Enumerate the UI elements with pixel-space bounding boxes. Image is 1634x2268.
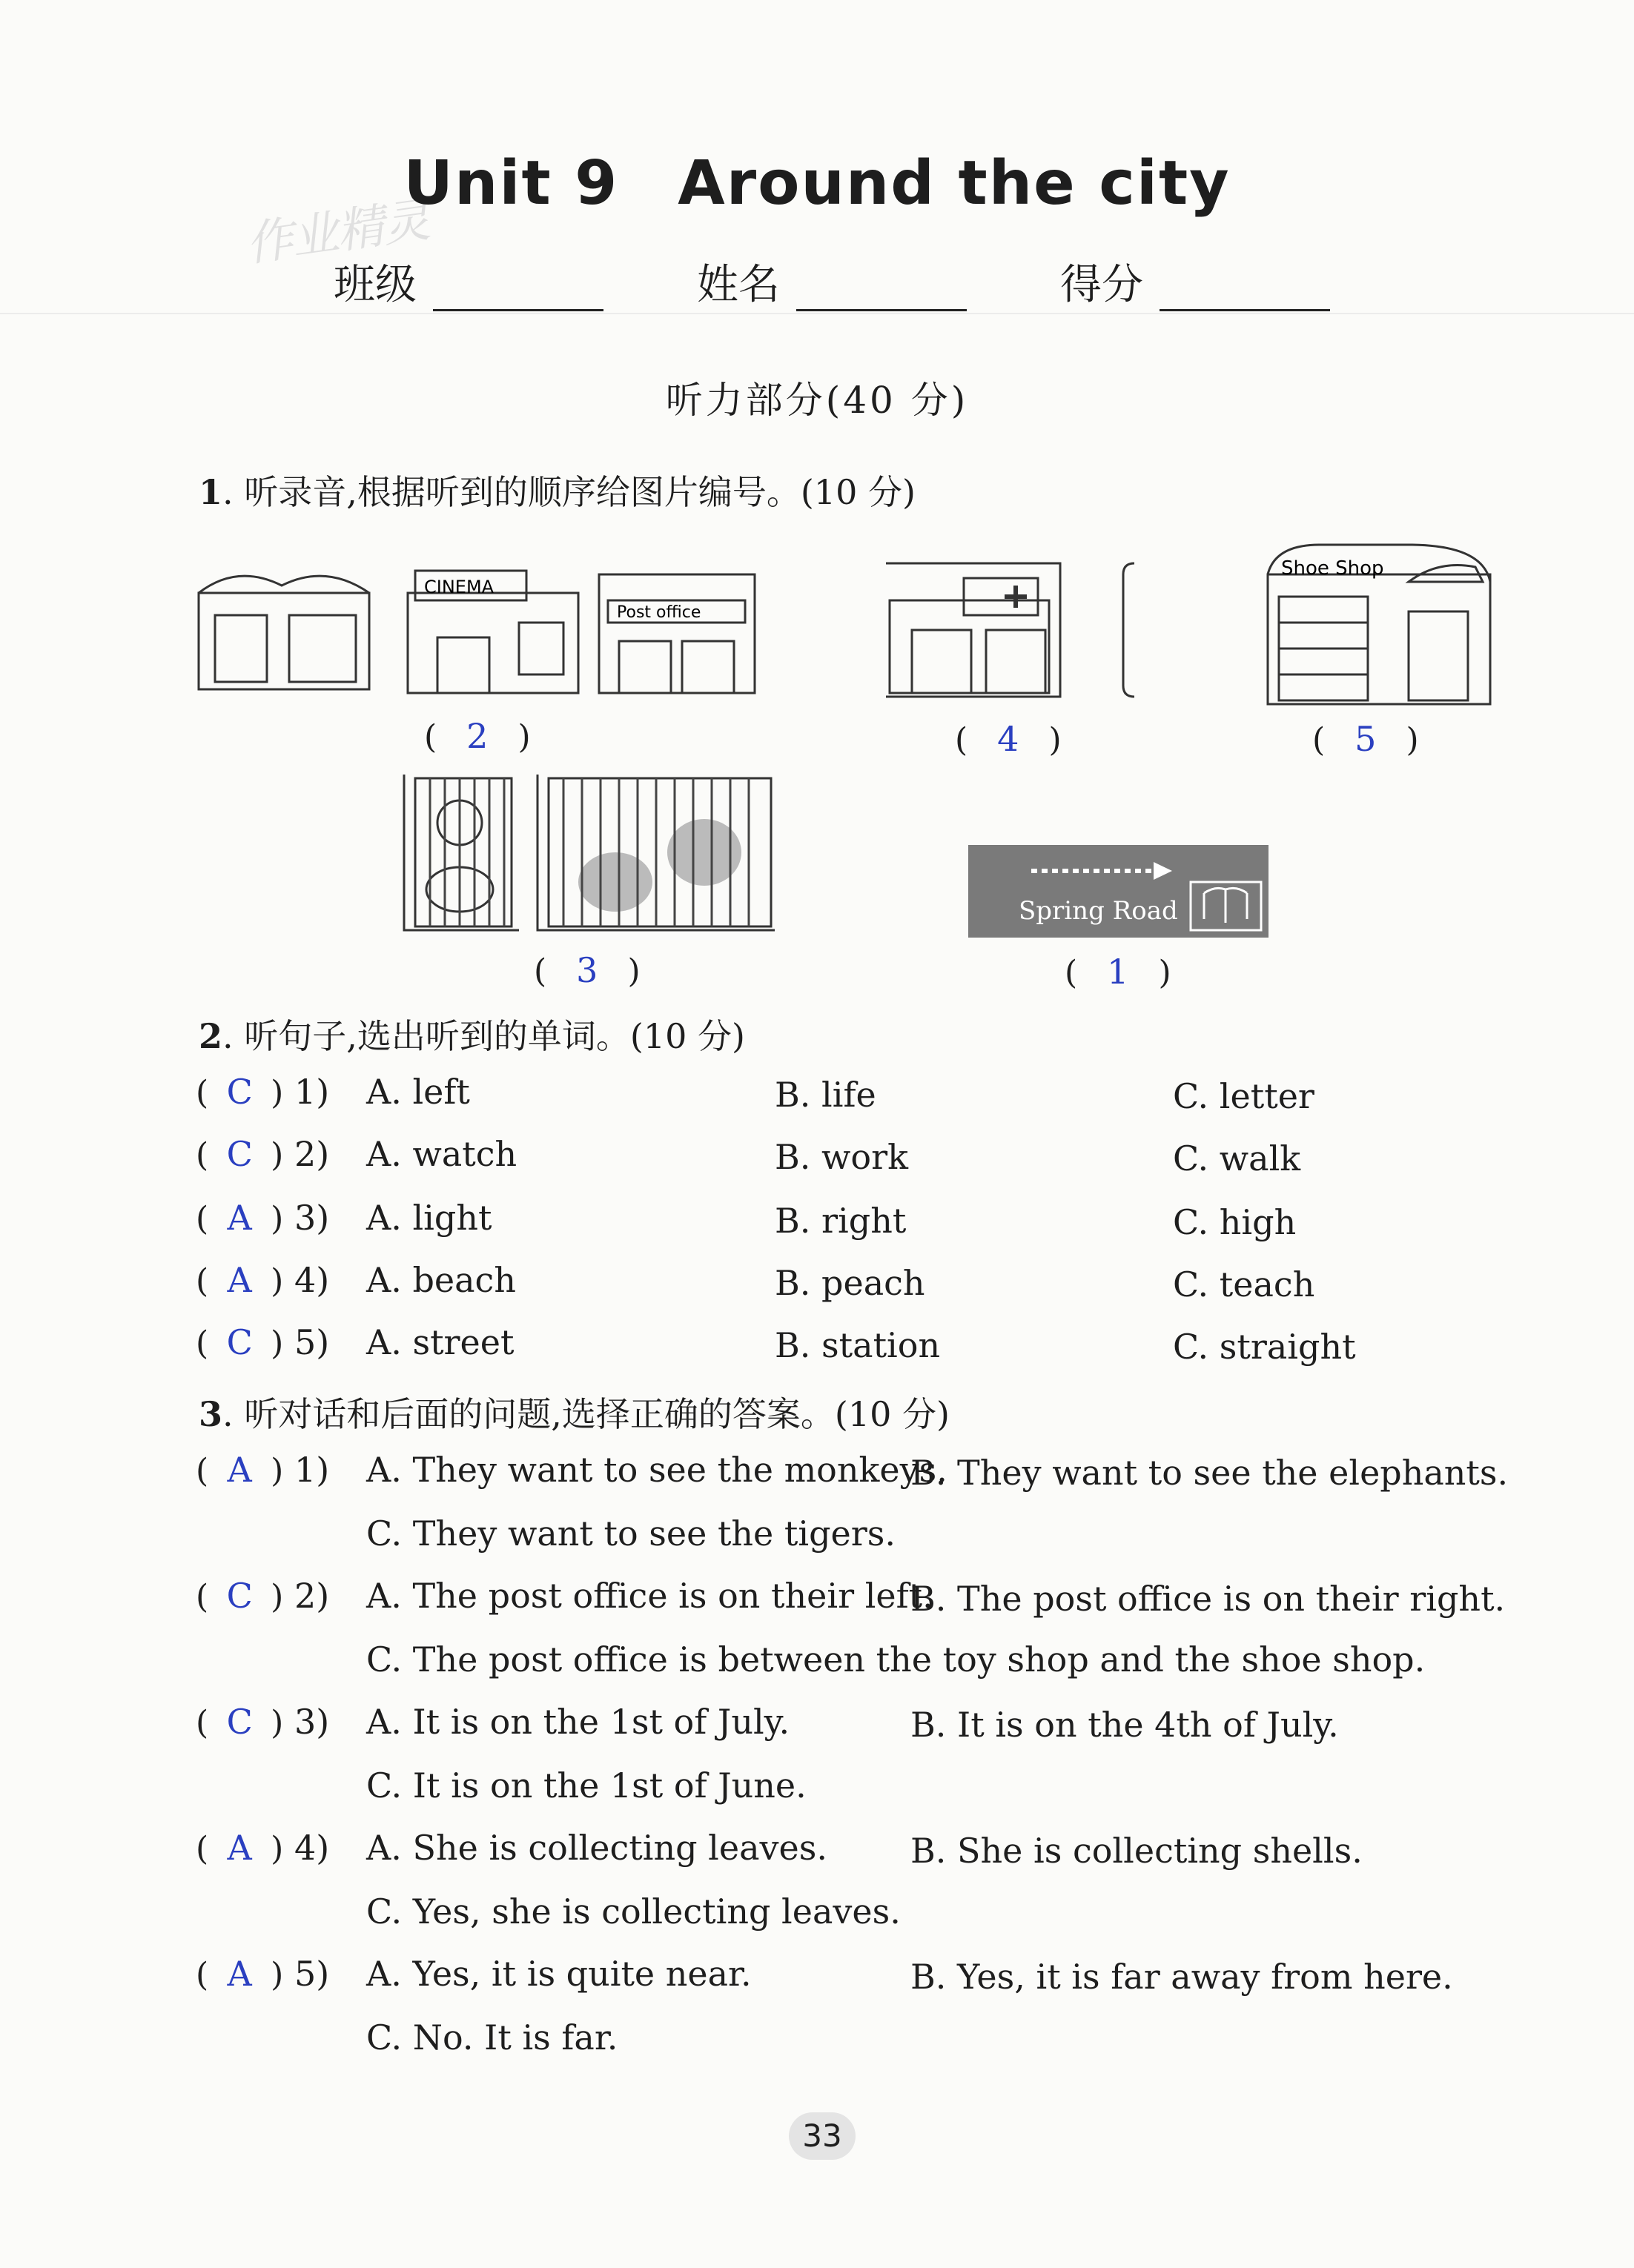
header-divider [0, 313, 1634, 314]
q1-pic5-answer[interactable]: 1 [1107, 952, 1129, 992]
class-field [334, 252, 603, 311]
q3-answer[interactable]: A [227, 1450, 252, 1490]
post-office-sign: Post office [617, 603, 701, 622]
q2-option-b: B. right [775, 1201, 907, 1241]
q3-option-b: B. She is collecting shells. [910, 1831, 1363, 1871]
score-field [1060, 252, 1330, 311]
q3-number: 3 [199, 1394, 223, 1434]
q1-instruction: . 听录音,根据听到的顺序给图片编号。(10 分) [222, 472, 916, 512]
q2-answer[interactable]: A [227, 1260, 252, 1300]
q2-option-c: C. letter [1173, 1076, 1314, 1116]
q3-option-b: B. It is on the 4th of July. [910, 1705, 1339, 1745]
q3-item-number: 4) [294, 1828, 330, 1868]
q3-option-a: A. She is collecting leaves. [366, 1828, 827, 1868]
q3-item-number: 5) [294, 1954, 330, 1994]
q2-option-c: C. straight [1173, 1327, 1356, 1367]
q2-option-a: A. left [366, 1072, 470, 1112]
q3-option-b: B. Yes, it is far away from here. [910, 1957, 1453, 1997]
score-label: 得分 [1060, 261, 1143, 309]
q2-item-number: 5) [294, 1322, 330, 1362]
q3-item-number: 3) [294, 1702, 330, 1742]
q3-item: ( A ) 5) [196, 1954, 330, 1994]
page-number: 33 [789, 2112, 856, 2160]
section-title: 听力部分(40 分) [665, 379, 969, 422]
picture-shops [193, 563, 756, 697]
title-topic: Around the city [678, 148, 1231, 219]
q2-item: ( A ) 3) [196, 1198, 330, 1238]
q2-item: ( C ) 1) [196, 1072, 330, 1112]
q3-option-a: A. It is on the 1st of July. [366, 1702, 790, 1742]
q3-item: ( A ) 1) [196, 1450, 330, 1490]
page-title [0, 148, 1634, 219]
q2-option-b: B. work [775, 1137, 908, 1177]
q3-item-number: 1) [294, 1450, 330, 1490]
q1-pic1-bracket: ( 2 ) [424, 716, 531, 756]
q1-pic2-bracket: ( 4 ) [955, 719, 1062, 759]
q2-option-b: B. life [775, 1075, 876, 1115]
q1-pic3-answer[interactable]: 5 [1354, 719, 1377, 759]
q2-item-number: 1) [294, 1072, 330, 1112]
q3-answer[interactable]: C [226, 1702, 253, 1742]
q2-heading [199, 1009, 745, 1058]
q1-number: 1 [199, 472, 223, 512]
q2-option-a: A. light [366, 1198, 492, 1238]
q3-option-c: C. Yes, she is collecting leaves. [366, 1891, 901, 1932]
watermark: 作业精灵 [242, 193, 432, 273]
q2-option-a: A. watch [366, 1134, 517, 1174]
title-unit: Unit 9 [403, 148, 619, 219]
q2-number: 2 [199, 1016, 223, 1056]
q1-pic2-answer[interactable]: 4 [997, 719, 1019, 759]
q3-answer[interactable]: A [227, 1954, 252, 1994]
q2-item-number: 4) [294, 1260, 330, 1300]
q2-option-a: A. beach [366, 1260, 516, 1300]
road-sign-text: Spring Road [1019, 896, 1178, 926]
q1-heading [199, 465, 916, 514]
class-blank[interactable] [433, 271, 603, 311]
q2-answer[interactable]: C [226, 1134, 253, 1174]
name-label: 姓名 [697, 261, 780, 309]
q2-item: ( C ) 5) [196, 1322, 330, 1362]
q3-instruction: . 听对话和后面的问题,选择正确的答案。(10 分) [222, 1394, 950, 1434]
q3-option-a: A. They want to see the monkeys. [366, 1450, 947, 1490]
q2-answer[interactable]: C [226, 1322, 253, 1362]
picture-hospital [882, 560, 1157, 704]
q2-option-a: A. street [366, 1322, 515, 1362]
q3-item: ( C ) 2) [196, 1576, 330, 1616]
picture-road-sign [968, 845, 1268, 938]
q3-option-a: A. Yes, it is quite near. [366, 1954, 752, 1994]
q2-option-c: C. high [1173, 1202, 1297, 1242]
q3-answer[interactable]: A [227, 1828, 252, 1868]
q2-item: ( A ) 4) [196, 1260, 330, 1300]
name-blank[interactable] [796, 271, 967, 311]
picture-zoo [400, 771, 786, 938]
q3-option-c: C. The post office is between the toy shop and the shoe shop. [366, 1639, 1426, 1680]
q2-answer[interactable]: A [227, 1198, 252, 1238]
shoe-shop-sign: Shoe Shop [1281, 557, 1384, 580]
name-field [697, 252, 967, 311]
q2-option-c: C. walk [1173, 1138, 1301, 1178]
q1-pic5-bracket: ( 1 ) [1065, 952, 1171, 992]
q2-answer[interactable]: C [226, 1072, 253, 1112]
q3-answer[interactable]: C [226, 1576, 253, 1616]
q2-instruction: . 听句子,选出听到的单词。(10 分) [222, 1016, 745, 1056]
q2-item-number: 2) [294, 1134, 330, 1174]
q2-option-c: C. teach [1173, 1264, 1315, 1304]
q3-option-b: B. They want to see the elephants. [910, 1453, 1509, 1493]
q3-item-number: 2) [294, 1576, 330, 1616]
cinema-sign: CINEMA [424, 577, 494, 597]
q3-heading [199, 1387, 950, 1436]
q3-option-b: B. The post office is on their right. [910, 1579, 1506, 1619]
class-label: 班级 [334, 261, 417, 309]
q2-item: ( C ) 2) [196, 1134, 330, 1174]
q3-item: ( C ) 3) [196, 1702, 330, 1742]
q1-pic1-answer[interactable]: 2 [466, 716, 489, 756]
picture-shoe-shop [1260, 537, 1505, 708]
q2-option-b: B. peach [775, 1263, 925, 1303]
q3-option-c: C. They want to see the tigers. [366, 1513, 896, 1554]
q2-item-number: 3) [294, 1198, 330, 1238]
q1-pic4-bracket: ( 3 ) [534, 950, 641, 990]
score-blank[interactable] [1160, 271, 1330, 311]
q1-pic3-bracket: ( 5 ) [1312, 719, 1419, 759]
q3-option-c: C. No. It is far. [366, 2017, 618, 2058]
q3-option-c: C. It is on the 1st of June. [366, 1765, 807, 1806]
q2-option-b: B. station [775, 1325, 941, 1365]
q3-item: ( A ) 4) [196, 1828, 330, 1868]
q3-option-a: A. The post office is on their left. [366, 1576, 933, 1616]
q1-pic4-answer[interactable]: 3 [576, 950, 598, 990]
